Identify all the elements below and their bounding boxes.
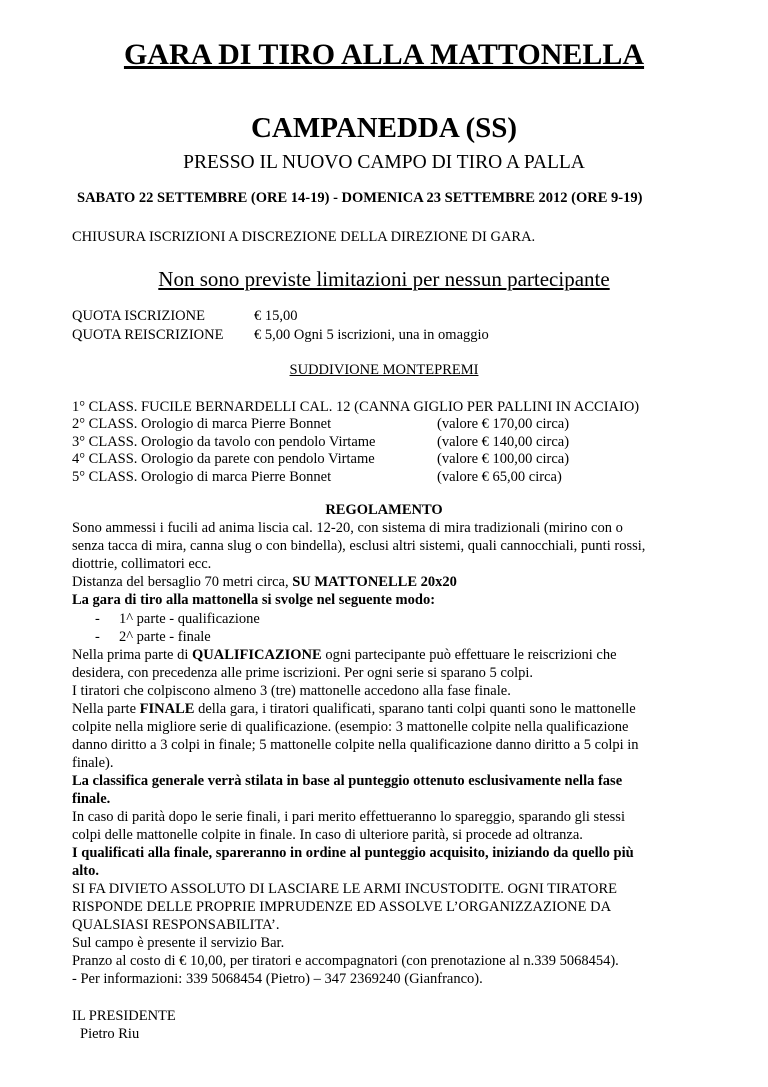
- rules-line-4: [72, 574, 457, 591]
- prize-desc-2: 2° CLASS. Orologio di marca Pierre Bonnet: [72, 416, 332, 432]
- fee-label-reregistration: QUOTA REISCRIZIONE: [72, 327, 224, 343]
- venue-heading: PRESSO IL NUOVO CAMPO DI TIRO A PALLA: [183, 152, 585, 173]
- list-item-qualification: 1^ parte - qualificazione: [119, 611, 260, 627]
- prize-desc-4: 4° CLASS. Orologio da parete con pendolo Virtame: [72, 451, 375, 467]
- rules-line-6: [72, 647, 617, 664]
- rules-line-5: La gara di tiro alla mattonella si svolge nel seguente modo:: [72, 592, 436, 608]
- qualification-bold: QUALIFICAZIONE: [191, 647, 322, 663]
- rules-line-7: desidera, con precedenza alle prime iscrizioni. Per ogni serie si sparano 5 colpi.: [72, 665, 534, 681]
- rules-heading: REGOLAMENTO: [325, 502, 443, 518]
- rules-line-3: diottrie, collimatori ecc.: [72, 556, 212, 572]
- rules-line-20: RISPONDE DELLE PROPRIE IMPRUDENZE ED ASSOLVE L’ORGANIZZAZIONE DA: [72, 899, 612, 915]
- fee-label-registration: QUOTA ISCRIZIONE: [72, 308, 205, 324]
- list-dash-1: -: [95, 611, 100, 627]
- rules-line-9: [72, 701, 636, 718]
- list-dash-2: -: [95, 629, 100, 645]
- rules-line-23: Pranzo al costo di € 10,00, per tiratori e accompagnatori (con prenotazione al n.339 5068454).: [72, 953, 619, 969]
- closing-notice: CHIUSURA ISCRIZIONI A DISCREZIONE DELLA DIREZIONE DI GARA.: [72, 229, 536, 245]
- rules-line-19: SI FA DIVIETO ASSOLUTO DI LASCIARE LE ARMI INCUSTODITE. OGNI TIRATORE: [72, 881, 617, 897]
- rules-line-10: colpite nella migliore serie di qualificazione. (esempio: 3 mattonelle colpite nella qualificazione: [72, 719, 629, 735]
- qualification-rest: ogni partecipante può effettuare le reiscrizioni che: [321, 647, 617, 663]
- fee-value-reregistration: € 5,00 Ogni 5 iscrizioni, una in omaggio: [254, 327, 489, 343]
- rules-line-1: Sono ammessi i fucili ad anima liscia cal. 12-20, con sistema di mira tradizionali (mirino con o: [72, 520, 623, 536]
- signature-role: IL PRESIDENTE: [72, 1008, 176, 1024]
- rules-line-15: In caso di parità dopo le serie finali, i pari merito effettueranno lo spareggio, sparando gli stessi: [72, 809, 625, 825]
- location-heading: CAMPANEDDA (SS): [250, 112, 518, 144]
- prize-value-2: (valore € 170,00 circa): [437, 416, 570, 432]
- rules-line-14: finale.: [72, 791, 111, 807]
- final-bold: FINALE: [139, 701, 195, 717]
- prizes-heading: SUDDIVIONE MONTEPREMI: [289, 362, 479, 378]
- list-item-final: 2^ parte - finale: [119, 629, 211, 645]
- rules-line-2: senza tacca di mira, canna slug o con bindella), esclusi altri sistemi, quali cannocchiali, punti rossi,: [72, 538, 646, 554]
- prize-value-4: (valore € 100,00 circa): [437, 451, 570, 467]
- rules-line-13: La classifica generale verrà stilata in base al punteggio ottenuto esclusivamente nella fase: [72, 773, 623, 789]
- rules-line-12: finale).: [72, 755, 114, 771]
- prize-value-5: (valore € 65,00 circa): [437, 469, 562, 485]
- signature-name: Pietro Riu: [80, 1026, 140, 1042]
- qualification-intro: Nella prima parte di: [72, 647, 192, 663]
- prize-desc-3: 3° CLASS. Orologio da tavolo con pendolo Virtame: [72, 434, 376, 450]
- no-limits-notice: Non sono previste limitazioni per nessun partecipante: [158, 267, 610, 291]
- prize-value-3: (valore € 140,00 circa): [437, 434, 570, 450]
- tile-size-text: SU MATTONELLE 20x20: [292, 574, 457, 590]
- distance-text: Distanza del bersaglio 70 metri circa,: [72, 574, 293, 590]
- event-dates: SABATO 22 SETTEMBRE (ORE 14-19) - DOMENICA 23 SETTEMBRE 2012 (ORE 9-19): [77, 190, 643, 206]
- page-title: GARA DI TIRO ALLA MATTONELLA: [123, 38, 645, 71]
- prize-desc-5: 5° CLASS. Orologio di marca Pierre Bonnet: [72, 469, 332, 485]
- rules-line-17: I qualificati alla finale, spareranno in ordine al punteggio acquisito, iniziando da quello più: [72, 845, 634, 861]
- final-intro: Nella parte: [72, 701, 140, 717]
- rules-line-8: I tiratori che colpiscono almeno 3 (tre) mattonelle accedono alla fase finale.: [72, 683, 511, 699]
- rules-line-21: QUALSIASI RESPONSABILITA’.: [72, 917, 280, 933]
- final-rest: della gara, i tiratori qualificati, sparano tanti colpi quanti sono le mattonelle: [194, 701, 636, 717]
- rules-line-16: colpi delle mattonelle colpite in finale. In caso di ulteriore parità, si procede ad oltranza.: [72, 827, 583, 843]
- fee-value-registration: € 15,00: [254, 308, 298, 324]
- rules-line-24: - Per informazioni: 339 5068454 (Pietro) – 347 2369240 (Gianfranco).: [72, 971, 483, 987]
- first-prize: 1° CLASS. FUCILE BERNARDELLI CAL. 12 (CANNA GIGLIO PER PALLINI IN ACCIAIO): [72, 399, 640, 415]
- rules-line-11: danno diritto a 3 colpi in finale; 5 mattonelle colpite nella qualificazione danno diritto a 5 colpi in: [72, 737, 639, 753]
- rules-line-18: alto.: [72, 863, 99, 879]
- rules-line-22: Sul campo è presente il servizio Bar.: [72, 935, 285, 951]
